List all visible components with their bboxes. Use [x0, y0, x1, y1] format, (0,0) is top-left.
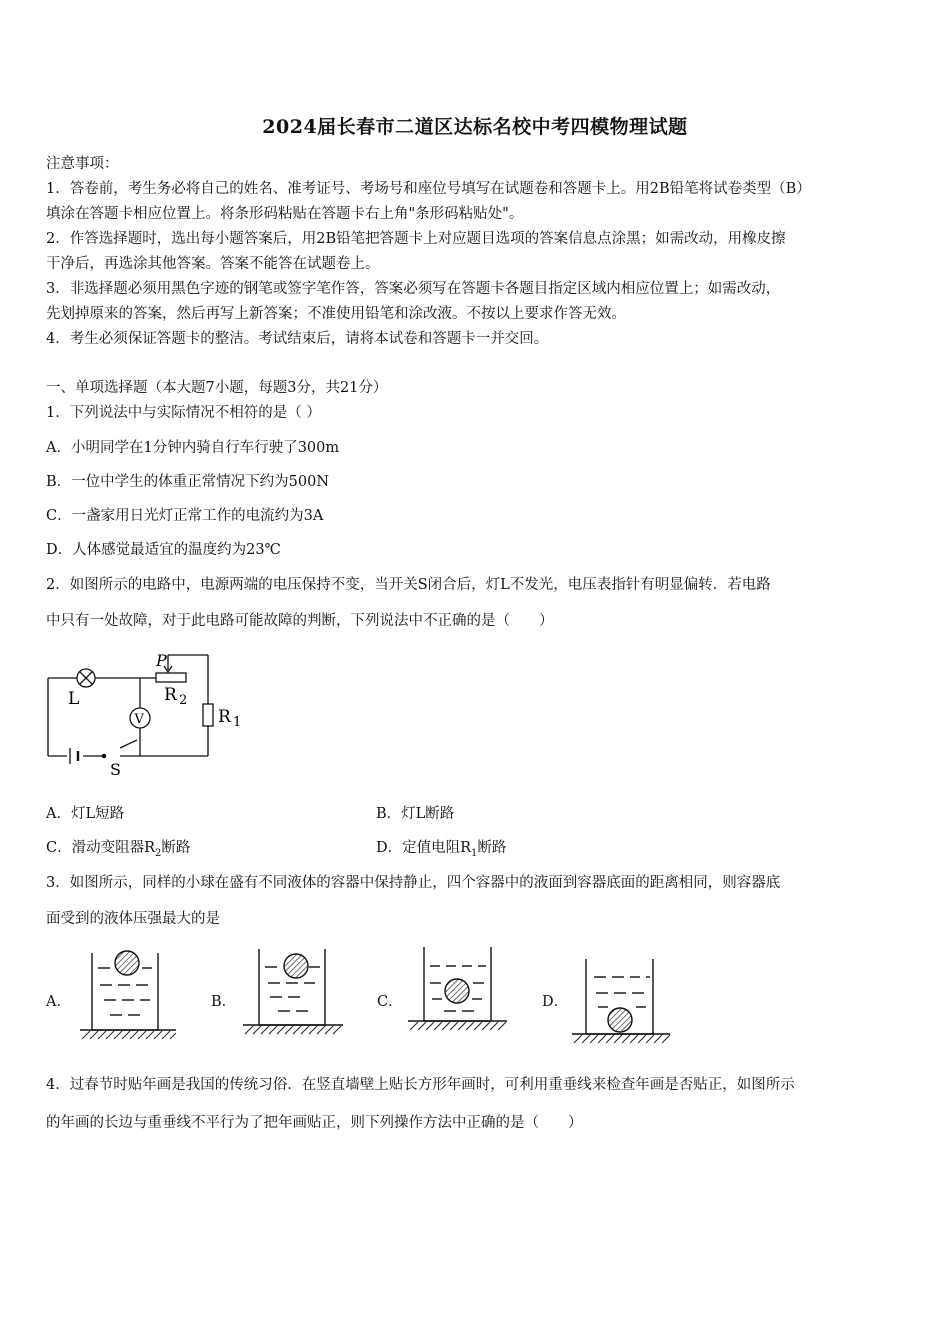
q1-stem: 1．下列说法中与实际情况不相符的是（ ）	[46, 405, 321, 421]
q1-option-a: A．小明同学在1分钟内骑自行车行驶了300m	[46, 440, 340, 456]
slider-label: P	[156, 651, 167, 670]
q1-option-b: B．一位中学生的体重正常情况下约为500N	[46, 474, 330, 490]
q3-stem-line1: 3．如图所示，同样的小球在盛有不同液体的容器中保持静止，四个容器中的液面到容器底面的距离相同，则容器底	[46, 875, 781, 891]
q3-stem-line2: 面受到的液体压强最大的是	[46, 911, 220, 927]
lamp-label: L	[68, 689, 80, 709]
containers-figure	[0, 945, 900, 1045]
circuit-diagram	[40, 648, 260, 778]
rheostat-label: R	[164, 685, 177, 705]
voltmeter-label: V	[134, 712, 144, 727]
q2-option-a: A．灯L短路	[46, 806, 125, 822]
container-d	[572, 959, 670, 1034]
notice-line: 干净后，再选涂其他答案。答案不能答在试题卷上。	[46, 256, 380, 272]
notice-line: 填涂在答题卡相应位置上。将条形码粘贴在答题卡右上角"条形码粘贴处"。	[46, 206, 524, 222]
q2-stem-line1: 2．如图所示的电路中，电源两端的电压保持不变，当开关S闭合后，灯L不发光，电压表指针有明显偏转．若电路	[46, 577, 771, 593]
ground-c	[410, 1022, 506, 1030]
rheostat-subscript: 2	[179, 693, 188, 708]
switch-label: S	[110, 760, 121, 779]
container-b	[243, 949, 343, 1025]
q3-label-c: C．	[377, 994, 403, 1010]
container-a	[80, 951, 176, 1030]
notice-heading: 注意事项：	[46, 156, 119, 172]
q2-option-d: D．定值电阻$R_1$断路	[376, 840, 507, 859]
ground-b	[245, 1026, 341, 1034]
container-c	[408, 947, 507, 1021]
ground-d	[574, 1035, 670, 1043]
notice-line: 3．非选择题必须用黑色字迹的钢笔或签字笔作答，答案必须写在答题卡各题目指定区域内相应位置上；如需改动，	[46, 281, 781, 297]
q3-label-d: D．	[542, 994, 569, 1010]
q3-label-a: A．	[46, 994, 71, 1010]
page-title: 2024届长春市二道区达标名校中考四模物理试题	[262, 116, 688, 138]
ground-a	[82, 1031, 176, 1039]
q2-option-c: C．滑动变阻器$R_2$断路	[46, 840, 191, 859]
q2-stem-line2: 中只有一处故障，对于此电路可能故障的判断，下列说法中不正确的是（ ）	[46, 613, 554, 629]
q3-label-b: B．	[211, 994, 237, 1010]
q1-option-c: C．一盏家用日光灯正常工作的电流约为3A	[46, 508, 324, 524]
q4-stem-line1: 4．过春节时贴年画是我国的传统习俗．在竖直墙壁上贴长方形年画时，可利用重垂线来检查年画是否贴正，如图所示	[46, 1077, 795, 1093]
section-heading: 一、单项选择题（本大题7小题，每题3分，共21分）	[46, 380, 388, 396]
q1-option-d: D．人体感觉最适宜的温度约为23℃	[46, 542, 281, 558]
notice-line: 1．答卷前，考生务必将自己的姓名、准考证号、考场号和座位号填写在试题卷和答题卡上。用2B铅笔将试卷类型（B）	[46, 181, 811, 197]
resistor-label: R	[218, 707, 231, 727]
notice-line: 4．考生必须保证答题卡的整洁。考试结束后，请将本试卷和答题卡一并交回。	[46, 331, 549, 347]
q4-stem-line2: 的年画的长边与重垂线不平行为了把年画贴正，则下列操作方法中正确的是（ ）	[46, 1115, 583, 1131]
q2-option-b: B．灯L断路	[376, 806, 455, 822]
resistor-subscript: 1	[233, 715, 242, 730]
notice-line: 先划掉原来的答案，然后再写上新答案；不准使用铅笔和涂改液。不按以上要求作答无效。	[46, 306, 626, 322]
notice-line: 2．作答选择题时，选出每小题答案后，用2B铅笔把答题卡上对应题目选项的答案信息点涂黑；如需改动，用橡皮擦	[46, 231, 786, 247]
